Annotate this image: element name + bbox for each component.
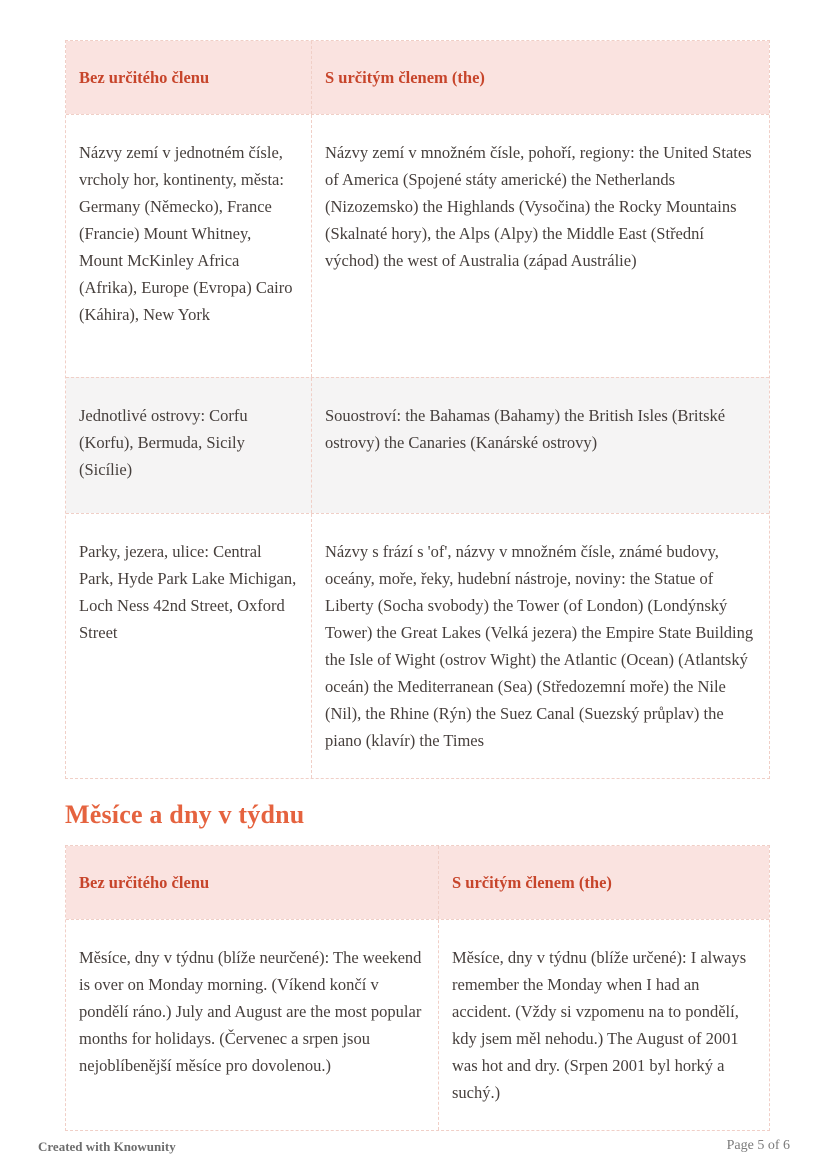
- footer-credit: Created with Knowunity: [38, 1139, 176, 1154]
- table-row: [66, 919, 769, 1130]
- table-row: [66, 377, 769, 513]
- articles-table-months-days: [65, 845, 770, 1131]
- table-cell-definite-article: Názvy zemí v množném čísle, pohoří, regiony: the United States of America (Spojené státy americké) the Netherlands (Nizozemsko) the Highlands (Vysočina) the Rocky Mountains (Skalnaté hory), the Alps (Alpy) the Middle East (Střední východ) the west of Australia (západ Austrálie): [311, 115, 769, 377]
- header-cell-definite-article: S určitým členem (the): [438, 846, 769, 919]
- table-row: [66, 114, 769, 377]
- table-cell-no-article: Názvy zemí v jednotném čísle, vrcholy hor, kontinenty, města: Germany (Německo), France (Francie) Mount Whitney, Mount McKinley Africa (Afrika), Europe (Evropa) Cairo (Káhira), New York: [79, 143, 293, 324]
- table-header-row: [66, 41, 769, 114]
- table-cell-no-article: Jednotlivé ostrovy: Corfu (Korfu), Bermuda, Sicily (Sicílie): [79, 406, 248, 479]
- table-cell-no-article: Měsíce, dny v týdnu (blíže neurčené): The weekend is over on Monday morning. (Víkend končí v pondělí ráno.) July and August are the most popular months for holidays. (Červenec a srpen jsou nejoblíbenější měsíce pro dovolenou.): [79, 948, 422, 1075]
- table-cell-no-article: Parky, jezera, ulice: Central Park, Hyde Park Lake Michigan, Loch Ness 42nd Street, Oxford Street: [79, 542, 297, 642]
- header-cell-no-article: Bez určitého členu: [79, 68, 210, 87]
- articles-table-geography: [65, 40, 770, 779]
- page-content: [65, 40, 770, 1131]
- section-heading-months-days: Měsíce a dny v týdnu: [65, 800, 305, 829]
- table-header-row: [66, 846, 769, 919]
- table-row: [66, 513, 769, 778]
- header-cell-no-article: Bez určitého členu: [79, 873, 210, 892]
- table-cell-definite-article: Souostroví: the Bahamas (Bahamy) the British Isles (Britské ostrovy) the Canaries (Kanárské ostrovy): [311, 378, 769, 513]
- header-cell-definite-article: S určitým členem (the): [311, 41, 769, 114]
- page-number: Page 5 of 6: [726, 1138, 790, 1153]
- table-cell-definite-article: Názvy s frází s 'of', názvy v množném čísle, známé budovy, oceány, moře, řeky, hudební nástroje, noviny: the Statue of Liberty (Socha svobody) the Tower (of London) (Londýnský Tower) the Great Lakes (Velká jezera) the Empire State Building the Isle of Wight (ostrov Wight) the Atlantic (Ocean) (Atlantský oceán) the Mediterranean (Sea) (Středozemní moře) the Nile (Nil), the Rhine (Rýn) the Suez Canal (Suezský průplav) the piano (klavír) the Times: [311, 514, 769, 778]
- table-cell-definite-article: Měsíce, dny v týdnu (blíže určené): I always remember the Monday when I had an accident. (Vždy si vzpomenu na to pondělí, kdy jsem měl nehodu.) The August of 2001 was hot and dry. (Srpen 2001 byl horký a suchý.): [438, 920, 769, 1130]
